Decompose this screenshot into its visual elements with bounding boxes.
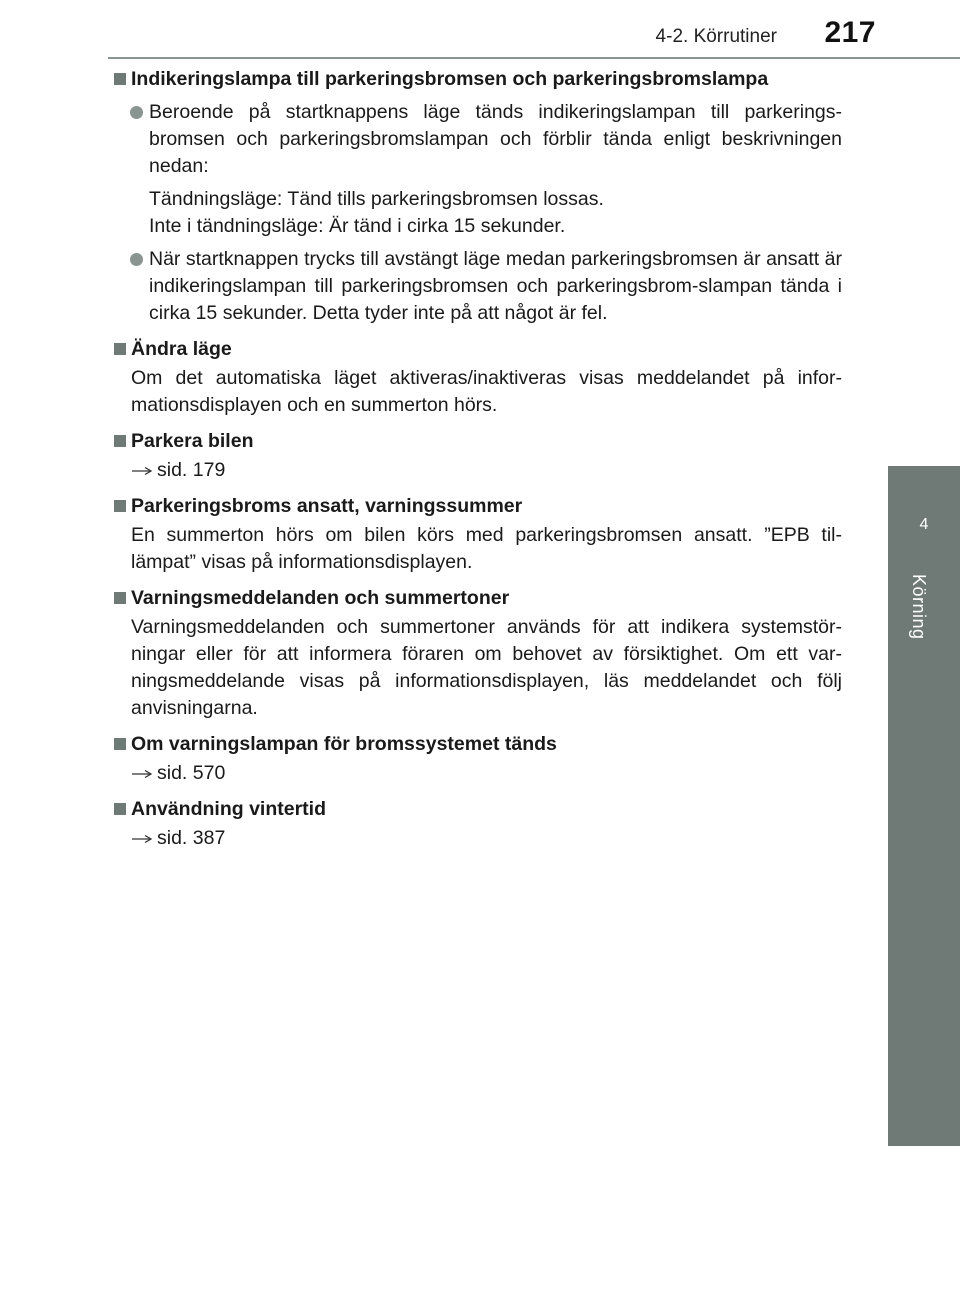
list-item-text: När startknappen trycks till avstängt läge medan parkeringsbromsen är ansatt är indikeringslampan till parkeringsbromsen och parkeringsbrom-slampan tända i cirka 15 sekunder. Detta tyder inte på att något är fel.: [149, 248, 842, 324]
square-bullet-icon: [114, 343, 126, 355]
page-reference: [112, 825, 842, 852]
page-reference: [112, 760, 842, 787]
chapter-tab: [888, 466, 960, 1146]
section-heading-text: Ändra läge: [131, 338, 232, 360]
square-bullet-icon: [114, 435, 126, 447]
circle-bullet-icon: [130, 253, 143, 266]
section-heading-text: Parkera bilen: [131, 430, 254, 452]
section-heading-text: Användning vintertid: [131, 798, 326, 820]
square-bullet-icon: [114, 73, 126, 85]
section-heading: [112, 66, 842, 93]
right-arrow-icon: [131, 466, 153, 476]
paragraph: Om det automatiska läget aktiveras/inaktiveras visas meddelandet på infor-mationsdisplayen och en summerton hörs.: [131, 367, 842, 416]
page-content: [112, 66, 842, 852]
section-title: 4-2. Körrutiner: [655, 26, 777, 47]
paragraph: En summerton hörs om bilen körs med parkeringsbromsen ansatt. ”EPB til-lämpat” visas på informationsdisplayen.: [131, 524, 842, 573]
square-bullet-icon: [114, 592, 126, 604]
list-item: [112, 246, 842, 327]
section-heading: [112, 585, 842, 612]
chapter-title: Körning: [909, 574, 929, 640]
page-reference-link[interactable]: sid. 570: [157, 762, 226, 784]
section-heading: [112, 796, 842, 823]
right-arrow-icon: [131, 769, 153, 779]
section-heading-text: Parkeringsbroms ansatt, varningssummer: [131, 495, 523, 517]
list-item-text: Beroende på startknappens läge tänds indikeringslampan till parkerings-bromsen och parkeringsbromslampan och förblir tända enligt beskrivningen nedan:: [149, 101, 842, 177]
circle-bullet-icon: [130, 106, 143, 119]
square-bullet-icon: [114, 803, 126, 815]
section-heading: [112, 428, 842, 455]
section-heading: [112, 731, 842, 758]
chapter-number: 4: [919, 516, 929, 533]
section-heading: [112, 336, 842, 363]
section-heading: [112, 493, 842, 520]
square-bullet-icon: [114, 738, 126, 750]
page-reference-link[interactable]: sid. 179: [157, 459, 226, 481]
right-arrow-icon: [131, 834, 153, 844]
header-divider: [108, 57, 960, 59]
sub-line: Tändningsläge: Tänd tills parkeringsbromsen lossas.: [149, 188, 604, 210]
page-reference: [112, 457, 842, 484]
page-header: [0, 0, 960, 60]
page-reference-link[interactable]: sid. 387: [157, 827, 226, 849]
paragraph: Varningsmeddelanden och summertoner används för att indikera systemstör-ningar eller för att informera föraren om behovet av försiktighet. Om ett var-ningsmeddelande visas på informationsdisplayen, läs meddelandet och följ anvisningarna.: [131, 616, 842, 719]
section-heading-text: Om varningslampan för bromssystemet tänds: [131, 733, 557, 755]
list-item: [112, 99, 842, 180]
page-number: 217: [824, 16, 876, 49]
section-heading-text: Indikeringslampa till parkeringsbromsen och parkeringsbromslampa: [131, 68, 769, 90]
section-heading-text: Varningsmeddelanden och summertoner: [131, 587, 510, 609]
sub-line: Inte i tändningsläge: Är tänd i cirka 15 sekunder.: [149, 215, 566, 237]
sub-paragraph: [112, 186, 842, 240]
square-bullet-icon: [114, 500, 126, 512]
